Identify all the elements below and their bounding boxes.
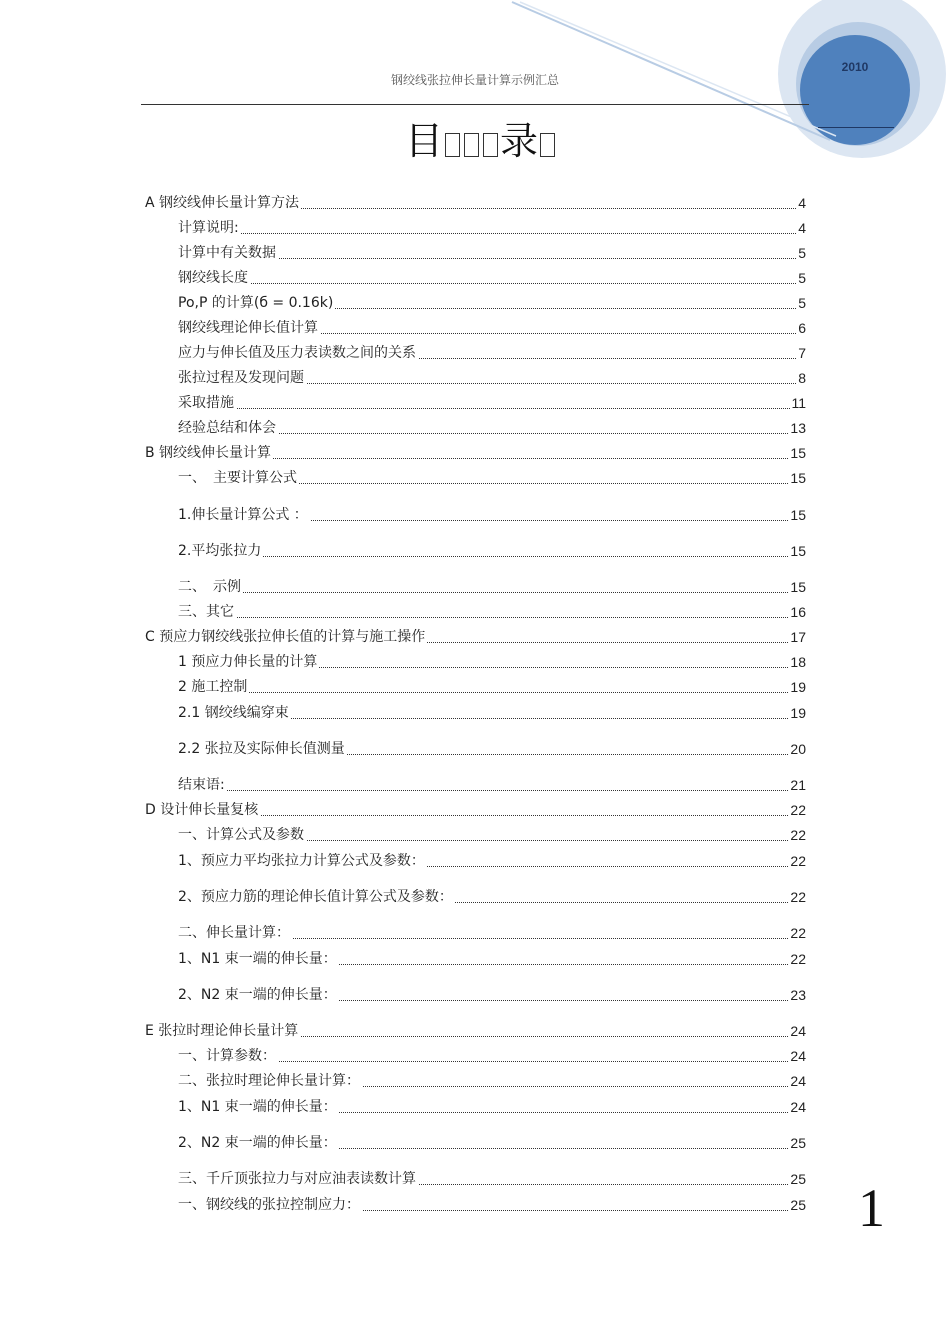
toc-leader-dots <box>178 217 806 234</box>
toc-entry[interactable] <box>0 1194 950 1216</box>
toc-entry[interactable] <box>0 948 950 970</box>
toc-entry[interactable] <box>0 601 950 623</box>
toc-entry-page: 8 <box>797 367 806 389</box>
toc-leader-dots <box>178 540 806 557</box>
toc-entry-page: 15 <box>789 540 806 562</box>
toc-entry-page: 20 <box>789 738 806 760</box>
toc-entry-page: 15 <box>789 504 806 526</box>
toc-entry[interactable] <box>0 774 950 796</box>
toc-entry-page: 25 <box>789 1194 806 1216</box>
toc-leader-dots <box>178 676 806 693</box>
toc-entry-page: 6 <box>797 317 806 339</box>
toc-entry-label: 二、张拉时理论伸长量计算： <box>178 1070 362 1092</box>
toc-entry[interactable] <box>0 576 950 598</box>
toc-entry-page: 19 <box>789 676 806 698</box>
toc-entry[interactable] <box>0 317 950 339</box>
toc-entry-page: 5 <box>797 292 806 314</box>
toc-entry[interactable] <box>0 738 950 760</box>
toc-entry[interactable] <box>0 217 950 239</box>
toc-entry-page: 7 <box>797 342 806 364</box>
toc-entry-label: 2、预应力筋的理论伸长值计算公式及参数： <box>178 886 455 908</box>
toc-entry[interactable] <box>0 922 950 944</box>
toc-entry[interactable] <box>0 540 950 562</box>
toc-entry-page: 15 <box>789 576 806 598</box>
toc-entry-page: 22 <box>789 850 806 872</box>
toc-entry-label: 一、钢绞线的张拉控制应力： <box>178 1194 362 1216</box>
toc-entry[interactable] <box>0 1132 950 1154</box>
toc-entry-page: 4 <box>797 192 806 214</box>
toc-entry-label: Po,P 的计算(б = 0.16k) <box>178 292 335 314</box>
toc-entry[interactable] <box>0 651 950 673</box>
toc-entry-label: 结束语: <box>178 774 227 796</box>
header-decoration <box>0 0 950 200</box>
toc-entry-label: 一、 主要计算公式 <box>178 467 299 489</box>
toc-leader-dots <box>178 601 806 618</box>
toc-entry[interactable] <box>0 886 950 908</box>
toc-entry-label: 2.1 钢绞线编穿束 <box>178 702 291 724</box>
toc-leader-dots <box>178 774 806 791</box>
toc-entry[interactable] <box>0 267 950 289</box>
toc-entry-page: 21 <box>789 774 806 796</box>
toc-entry-label: 应力与伸长值及压力表读数之间的关系 <box>178 342 418 364</box>
toc-entry-label: 二、 示例 <box>178 576 243 598</box>
toc-entry-page: 5 <box>797 267 806 289</box>
toc-entry[interactable] <box>0 1168 950 1190</box>
toc-entry[interactable] <box>0 242 950 264</box>
toc-entry[interactable] <box>0 1045 950 1067</box>
toc-entry-label: 钢绞线长度 <box>178 267 250 289</box>
toc-entry[interactable] <box>0 367 950 389</box>
toc-entry-page: 22 <box>789 948 806 970</box>
toc-entry[interactable] <box>0 824 950 846</box>
toc-entry-label: 1、N1 束一端的伸长量： <box>178 1096 339 1118</box>
toc-entry-page: 22 <box>789 886 806 908</box>
toc-entry-page: 15 <box>789 442 806 464</box>
toc-entry-page: 24 <box>789 1045 806 1067</box>
toc-entry-label: 张拉过程及发现问题 <box>178 367 306 389</box>
toc-entry-label: 1.伸长量计算公式 ： <box>178 504 310 526</box>
toc-entry[interactable] <box>0 292 950 314</box>
toc-entry-label: 钢绞线理论伸长值计算 <box>178 317 320 339</box>
toc-leader-dots <box>178 392 806 409</box>
document-header-title: 钢绞线张拉伸长量计算示例汇总 <box>390 73 559 87</box>
toc-entry-page: 16 <box>789 601 806 623</box>
missing-glyph-icon <box>540 133 555 157</box>
toc-entry-page: 11 <box>790 392 806 414</box>
toc-entry-label: 计算说明: <box>178 217 241 239</box>
toc-entry-page: 18 <box>789 651 806 673</box>
toc-entry-label: 1 预应力伸长量的计算 <box>178 651 319 673</box>
toc-entry-label: 二、伸长量计算： <box>178 922 292 944</box>
toc-entry[interactable] <box>0 467 950 489</box>
toc-entry-label: 2、N2 束一端的伸长量： <box>178 1132 339 1154</box>
toc-entry-page: 24 <box>789 1096 806 1118</box>
toc-entry-label: 2、N2 束一端的伸长量： <box>178 984 339 1006</box>
toc-entry-label: 计算中有关数据 <box>178 242 278 264</box>
toc-entry[interactable] <box>0 192 950 214</box>
toc-entry[interactable] <box>0 342 950 364</box>
toc-entry[interactable] <box>0 1070 950 1092</box>
toc-entry-page: 24 <box>789 1020 806 1042</box>
toc-entry[interactable] <box>0 799 950 821</box>
toc-entry-page: 5 <box>797 242 806 264</box>
toc-entry[interactable] <box>0 702 950 724</box>
toc-entry-page: 22 <box>789 922 806 944</box>
toc-entry-page: 24 <box>789 1070 806 1092</box>
toc-entry-label: 一、计算参数： <box>178 1045 278 1067</box>
toc-entry-label: 1、预应力平均张拉力计算公式及参数： <box>178 850 427 872</box>
toc-entry-page: 25 <box>789 1168 806 1190</box>
toc-heading-last-char: 录 <box>500 119 539 163</box>
toc-entry[interactable] <box>0 1096 950 1118</box>
toc-entry[interactable] <box>0 984 950 1006</box>
missing-glyph-icon <box>464 133 479 157</box>
toc-entry-page: 23 <box>789 984 806 1006</box>
toc-entry-label: 三、其它 <box>178 601 236 623</box>
toc-entry[interactable] <box>0 1020 950 1042</box>
toc-entry[interactable] <box>0 417 950 439</box>
toc-entry[interactable] <box>0 850 950 872</box>
toc-entry-page: 25 <box>789 1132 806 1154</box>
toc-entry-page: 22 <box>789 824 806 846</box>
toc-entry-page: 15 <box>789 467 806 489</box>
year-underline <box>818 127 894 128</box>
toc-entry-label: A 钢绞线伸长量计算方法 <box>145 192 301 214</box>
missing-glyph-icon <box>445 133 460 157</box>
toc-entry[interactable] <box>0 504 950 526</box>
toc-entry[interactable] <box>0 626 950 648</box>
toc-entry[interactable] <box>0 676 950 698</box>
missing-glyph-icon <box>483 133 498 157</box>
toc-entry-label: 采取措施 <box>178 392 236 414</box>
toc-leader-dots <box>178 267 806 284</box>
toc-entry-page: 13 <box>789 417 806 439</box>
toc-entry-label: 经验总结和体会 <box>178 417 278 439</box>
toc-entry-label: 2.平均张拉力 <box>178 540 263 562</box>
toc-leader-dots <box>178 576 806 593</box>
toc-entry-label: 一、计算公式及参数 <box>178 824 306 846</box>
toc-entry-page: 22 <box>789 799 806 821</box>
toc-entry-label: B 钢绞线伸长量计算 <box>145 442 273 464</box>
toc-entry-label: 1、N1 束一端的伸长量： <box>178 948 339 970</box>
toc-entry[interactable] <box>0 392 950 414</box>
toc-entry-label: 2.2 张拉及实际伸长值测量 <box>178 738 347 760</box>
header-divider <box>141 104 809 105</box>
toc-heading-first-char: 目 <box>405 119 444 163</box>
toc-entry[interactable] <box>0 442 950 464</box>
page-number: 1 <box>858 1178 885 1238</box>
toc-entry-label: E 张拉时理论伸长量计算 <box>145 1020 300 1042</box>
toc-entry-page: 19 <box>789 702 806 724</box>
toc-entry-page: 17 <box>789 626 806 648</box>
toc-entry-label: C 预应力钢绞线张拉伸长值的计算与施工操作 <box>145 626 427 648</box>
toc-entry-label: 2 施工控制 <box>178 676 249 698</box>
toc-entry-label: D 设计伸长量复核 <box>145 799 260 821</box>
toc-heading <box>405 110 575 165</box>
toc-entry-label: 三、千斤顶张拉力与对应油表读数计算 <box>178 1168 418 1190</box>
toc-entry-page: 4 <box>797 217 806 239</box>
year-badge: 2010 <box>841 60 869 74</box>
